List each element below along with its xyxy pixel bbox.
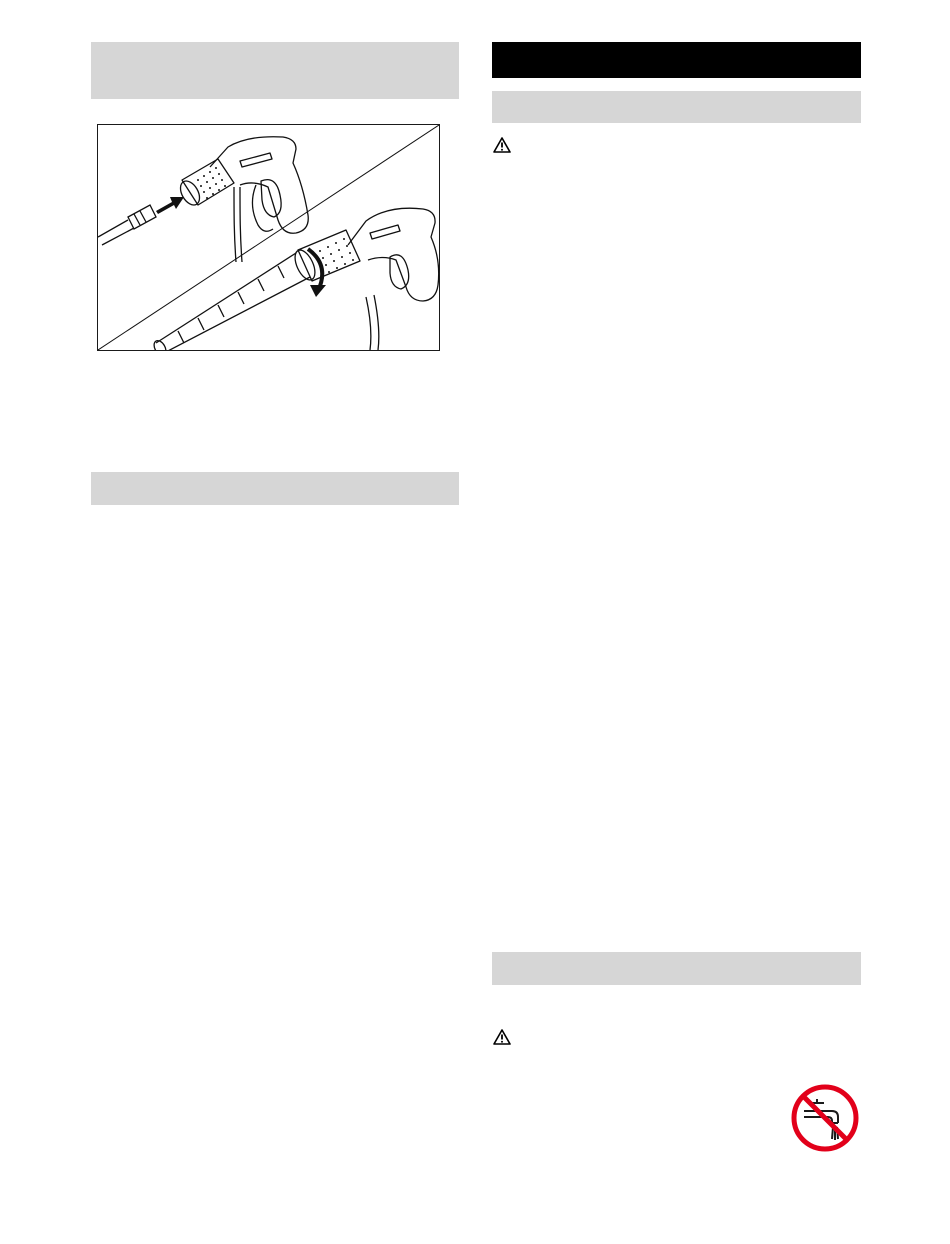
no-drinking-water-icon [790,1083,860,1153]
warning-triangle-icon [493,137,511,153]
spray-gun-illustration [97,124,440,351]
warning-triangle-icon [493,1029,511,1045]
section-header-bar-top-left [91,42,459,99]
section-header-bar-middle-left [91,472,459,505]
chapter-title-bar [492,42,861,78]
section-header-bar-bottom-right [492,952,861,985]
section-header-bar-top-right [492,91,861,123]
spray-gun-lance-icon [98,125,439,350]
